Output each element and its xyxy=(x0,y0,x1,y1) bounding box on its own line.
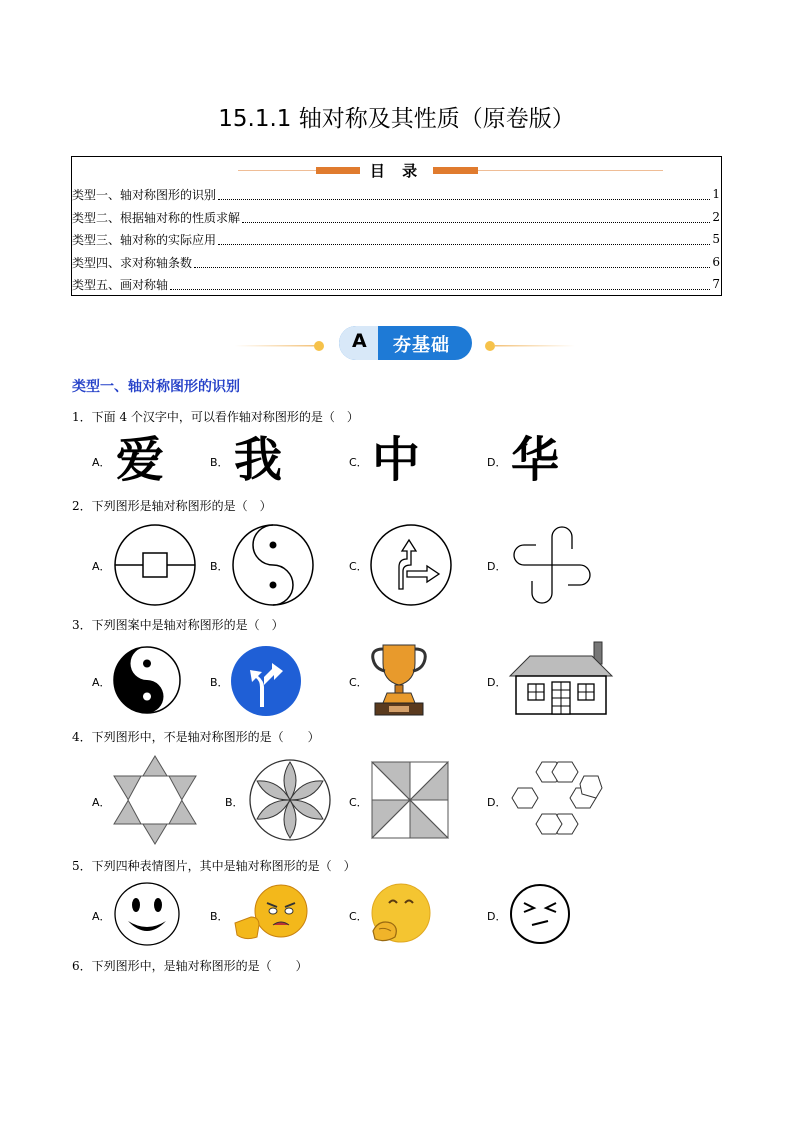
option-label: C． xyxy=(349,676,368,689)
section-title: 类型一、轴对称图形的识别 xyxy=(72,379,240,395)
toc-item-page: 5 xyxy=(712,232,720,246)
option-label: A． xyxy=(92,456,111,469)
option-label: B． xyxy=(210,560,229,573)
option-label: A． xyxy=(92,560,111,573)
toc-item-label: 类型二、根据轴对称的性质求解 xyxy=(72,210,241,225)
banner-dot-icon xyxy=(314,341,324,351)
option-label: C． xyxy=(349,796,368,809)
toc-item-label: 类型一、轴对称图形的识别 xyxy=(72,187,217,202)
flower-circle-figure[interactable] xyxy=(248,758,332,842)
banner-text: 夯基础 xyxy=(393,335,450,356)
option-label: A． xyxy=(92,910,111,923)
toc-item-label: 类型三、轴对称的实际应用 xyxy=(72,232,217,247)
option-label: D． xyxy=(487,796,507,809)
option-label: B． xyxy=(210,456,229,469)
trophy-icon[interactable] xyxy=(369,641,429,717)
blue-direction-sign-icon[interactable] xyxy=(230,645,302,717)
option-label: D． xyxy=(487,910,507,923)
option-label: D． xyxy=(487,560,507,573)
question-3: 3．下列图案中是轴对称图形的是（ ） xyxy=(72,618,284,632)
option-label: D． xyxy=(487,456,507,469)
page-title: 15.1.1 轴对称及其性质（原卷版） xyxy=(218,106,575,132)
laughing-emoji-icon[interactable] xyxy=(369,883,433,945)
toc-item[interactable] xyxy=(72,252,721,272)
pinwheel-triangles-figure[interactable] xyxy=(370,760,450,840)
toc-item-page: 2 xyxy=(712,210,720,224)
house-figure[interactable] xyxy=(508,640,614,718)
road-sign-outline-figure[interactable] xyxy=(369,523,453,607)
toc-item-label: 类型五、画对称轴 xyxy=(72,277,169,292)
toc-item[interactable] xyxy=(72,229,721,249)
toc-heading: 目 录 xyxy=(360,162,433,180)
pinwheel-arcs-figure[interactable] xyxy=(508,521,596,609)
toc-item[interactable] xyxy=(72,274,721,294)
circle-square-figure[interactable] xyxy=(113,523,197,607)
squint-face-icon[interactable] xyxy=(508,883,572,945)
toc-item[interactable] xyxy=(72,184,721,204)
banner-letter: A xyxy=(352,330,367,352)
table-of-contents xyxy=(71,156,722,296)
toc-item-page: 1 xyxy=(712,187,720,201)
angry-pointing-emoji-icon[interactable] xyxy=(231,883,311,943)
char-option-a[interactable]: 爱 xyxy=(116,432,165,488)
yin-yang-outline-figure[interactable] xyxy=(231,523,315,607)
question-4: 4．下列图形中，不是轴对称图形的是（ ） xyxy=(72,730,320,744)
yin-yang-icon[interactable] xyxy=(112,645,182,715)
hexagon-ring-figure[interactable] xyxy=(510,758,604,842)
toc-item[interactable] xyxy=(72,207,721,227)
question-5: 5．下列四种表情图片，其中是轴对称图形的是（ ） xyxy=(72,859,356,873)
toc-item-label: 类型四、求对称轴条数 xyxy=(72,255,193,270)
char-option-c[interactable]: 中 xyxy=(372,432,421,488)
hexagram-figure[interactable] xyxy=(112,754,198,846)
char-option-b[interactable]: 我 xyxy=(234,432,283,488)
toc-item-page: 6 xyxy=(712,255,720,269)
option-label: C． xyxy=(349,560,368,573)
option-label: C． xyxy=(349,910,368,923)
option-label: D． xyxy=(487,676,507,689)
option-label: A． xyxy=(92,676,111,689)
option-label: A． xyxy=(92,796,111,809)
option-label: B． xyxy=(210,910,229,923)
option-label: B． xyxy=(210,676,229,689)
char-option-d[interactable]: 华 xyxy=(511,432,560,488)
option-label: C． xyxy=(349,456,368,469)
question-6: 6．下列图形中，是轴对称图形的是（ ） xyxy=(72,959,308,973)
question-1: 1．下面 4 个汉字中，可以看作轴对称图形的是（ ） xyxy=(72,410,359,424)
smiley-face-icon[interactable] xyxy=(112,881,182,947)
question-2: 2．下列图形是轴对称图形的是（ ） xyxy=(72,499,272,513)
toc-item-page: 7 xyxy=(712,277,720,291)
banner-dot-icon xyxy=(485,341,495,351)
toc-header xyxy=(72,159,721,179)
option-label: B． xyxy=(225,796,244,809)
